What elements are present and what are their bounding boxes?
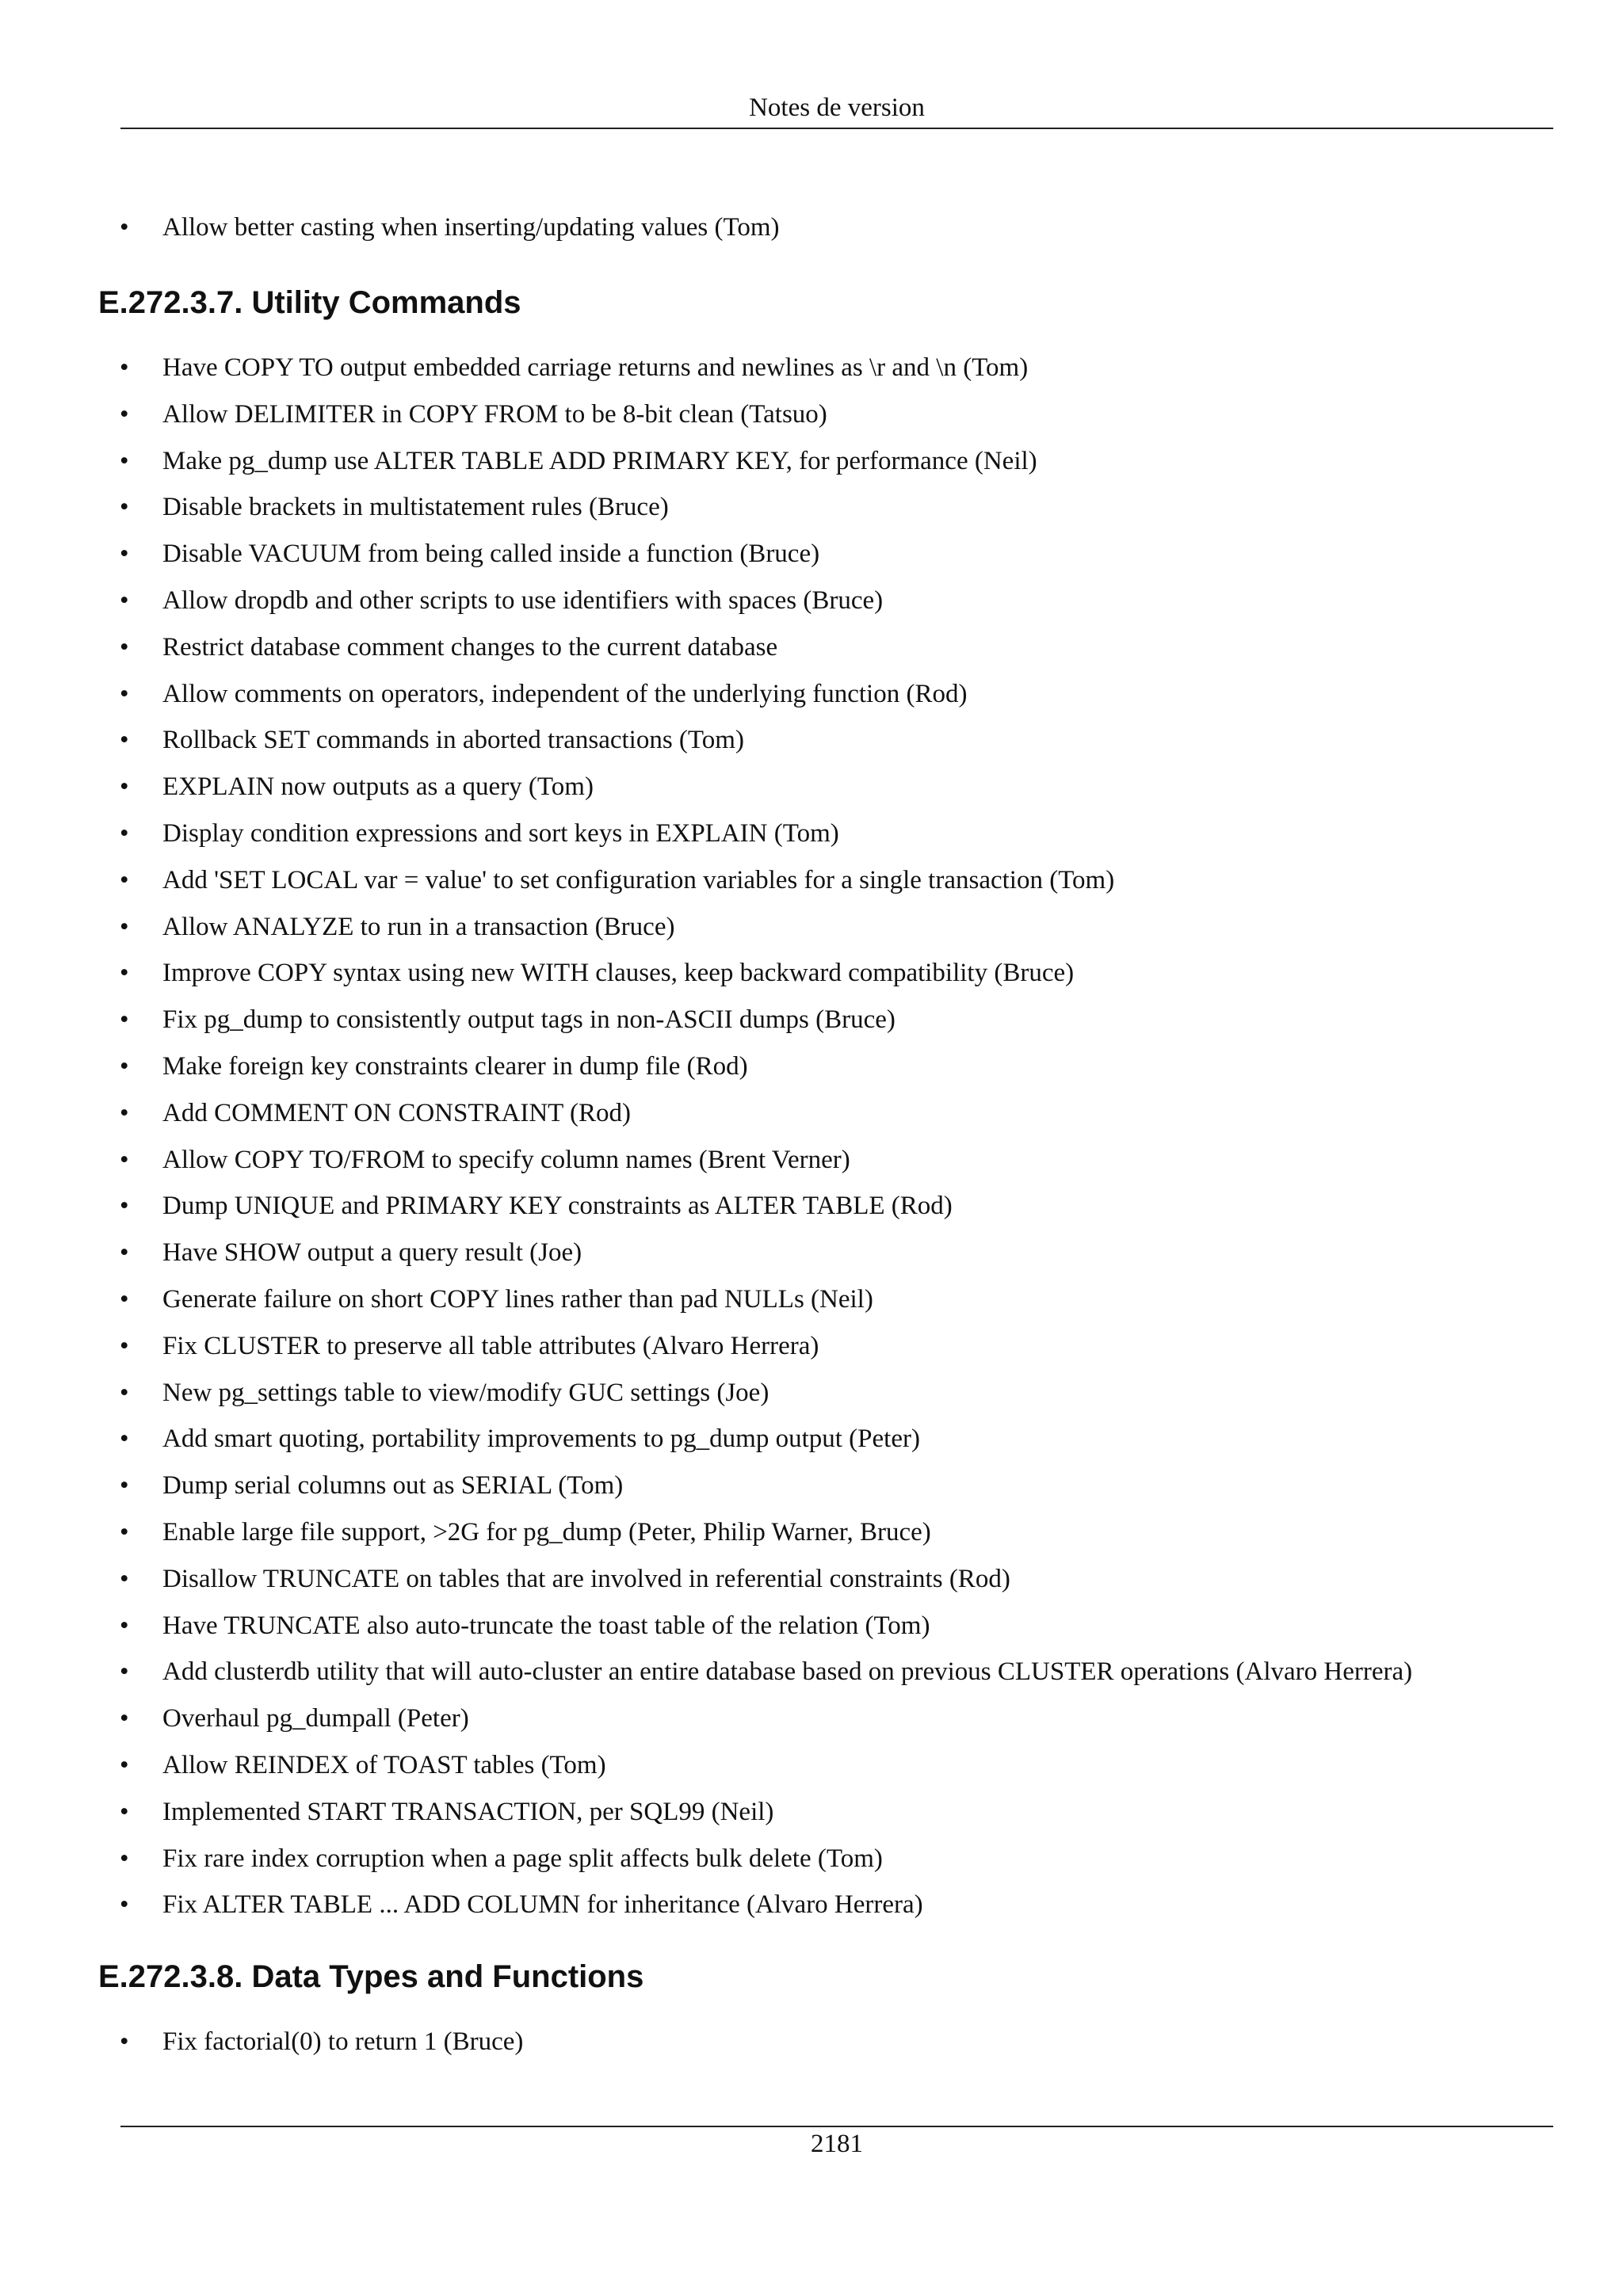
list-item	[0, 438, 1623, 485]
list-item-text: Fix pg_dump to consistently output tags in non-ASCII dumps (Bruce)	[162, 1005, 896, 1035]
list-item	[0, 1043, 1623, 1090]
list-item	[0, 204, 1623, 251]
list-item	[0, 1230, 1623, 1276]
list-item	[0, 345, 1623, 391]
bullet-icon: •	[120, 585, 129, 615]
list-item-text: Restrict database comment changes to the current database	[162, 632, 778, 662]
bullet-icon: •	[120, 1238, 129, 1268]
footer-rule	[120, 2126, 1553, 2127]
list-item-text: Allow COPY TO/FROM to specify column names (Brent Verner)	[162, 1145, 850, 1174]
list-item-text: Disable brackets in multistatement rules (Bruce)	[162, 493, 669, 522]
list-item-text: Make foreign key constraints clearer in dump file (Rod)	[162, 1051, 748, 1081]
bullet-icon: •	[120, 865, 129, 894]
bullet-icon: •	[120, 632, 129, 662]
list-item-text: New pg_settings table to view/modify GUC settings (Joe)	[162, 1378, 769, 1407]
bullet-icon: •	[120, 2027, 129, 2056]
list-item	[0, 1416, 1623, 1463]
header-rule	[120, 128, 1553, 129]
bullet-icon: •	[120, 399, 129, 429]
list-item-text: Disallow TRUNCATE on tables that are involved in referential constraints (Rod)	[162, 1564, 1010, 1593]
bullet-icon: •	[120, 1005, 129, 1035]
list-item-text: Display condition expressions and sort keys in EXPLAIN (Tom)	[162, 818, 839, 848]
list-item-text: Add smart quoting, portability improvements to pg_dump output (Peter)	[162, 1425, 920, 1454]
bullet-icon: •	[120, 1192, 129, 1221]
list-item	[0, 671, 1623, 718]
list-item	[0, 1649, 1623, 1695]
bullet-icon: •	[120, 1611, 129, 1640]
list-item	[0, 1789, 1623, 1836]
bullet-icon: •	[120, 1704, 129, 1733]
bullet-icon: •	[120, 1471, 129, 1501]
list-item	[0, 1463, 1623, 1509]
bullet-icon: •	[120, 1890, 129, 1920]
list-item-text: Add COMMENT ON CONSTRAINT (Rod)	[162, 1098, 631, 1127]
page-number: 2181	[811, 2130, 863, 2158]
list-item	[0, 904, 1623, 951]
list-item	[0, 1183, 1623, 1230]
bullet-icon: •	[120, 912, 129, 941]
bullet-icon: •	[120, 1284, 129, 1314]
bullet-icon: •	[120, 1051, 129, 1081]
bullet-icon: •	[120, 1098, 129, 1127]
list-item-text: Improve COPY syntax using new WITH clauses, keep backward compatibility (Bruce)	[162, 959, 1075, 988]
bullet-icon: •	[120, 540, 129, 569]
list-item	[0, 810, 1623, 857]
list-item	[0, 764, 1623, 810]
running-header: Notes de version	[749, 93, 925, 122]
bullet-icon: •	[120, 959, 129, 988]
list-item-text: Rollback SET commands in aborted transactions (Tom)	[162, 726, 744, 755]
list-item-text: Fix ALTER TABLE ... ADD COLUMN for inheritance (Alvaro Herrera)	[162, 1890, 923, 1920]
list-item	[0, 1603, 1623, 1650]
bullet-icon: •	[120, 818, 129, 848]
list-item-text: Allow comments on operators, independent of the underlying function (Rod)	[162, 679, 968, 708]
bullet-icon: •	[120, 679, 129, 708]
list-item	[0, 1882, 1623, 1928]
intro-list	[0, 204, 1623, 251]
bullet-icon: •	[120, 726, 129, 755]
list-item-text: Fix CLUSTER to preserve all table attributes (Alvaro Herrera)	[162, 1331, 819, 1360]
bullet-icon: •	[120, 1657, 129, 1687]
list-item-text: Add 'SET LOCAL var = value' to set configuration variables for a single transaction (Tom)	[162, 865, 1115, 894]
list-item-text: Have TRUNCATE also auto-truncate the toast table of the relation (Tom)	[162, 1611, 930, 1640]
list-item-text: Allow better casting when inserting/updating values (Tom)	[162, 213, 780, 242]
list-item-text: Allow dropdb and other scripts to use identifiers with spaces (Bruce)	[162, 585, 884, 615]
list-item	[0, 1836, 1623, 1882]
list-item	[0, 2019, 1623, 2065]
list-item	[0, 531, 1623, 578]
bullet-icon: •	[120, 1517, 129, 1547]
list-item	[0, 1323, 1623, 1370]
list-item	[0, 578, 1623, 624]
list-item-text: Allow ANALYZE to run in a transaction (Bruce)	[162, 912, 675, 941]
utility-commands-list	[0, 345, 1623, 1928]
list-item	[0, 624, 1623, 671]
list-item-text: Enable large file support, >2G for pg_dump (Peter, Philip Warner, Bruce)	[162, 1517, 931, 1547]
section-heading-data-types-and-functions: E.272.3.8. Data Types and Functions	[98, 1959, 644, 1994]
list-item-text: Dump UNIQUE and PRIMARY KEY constraints as ALTER TABLE (Rod)	[162, 1192, 953, 1221]
list-item	[0, 1742, 1623, 1789]
bullet-icon: •	[120, 353, 129, 382]
bullet-icon: •	[120, 1378, 129, 1407]
list-item	[0, 1556, 1623, 1603]
list-item-text: Generate failure on short COPY lines rather than pad NULLs (Neil)	[162, 1284, 873, 1314]
bullet-icon: •	[120, 1844, 129, 1873]
list-item	[0, 1695, 1623, 1742]
list-item	[0, 717, 1623, 764]
list-item	[0, 1509, 1623, 1556]
list-item-text: Fix rare index corruption when a page split affects bulk delete (Tom)	[162, 1844, 883, 1873]
list-item-text: Fix factorial(0) to return 1 (Bruce)	[162, 2027, 524, 2056]
bullet-icon: •	[120, 213, 129, 242]
list-item-text: Implemented START TRANSACTION, per SQL99 (Neil)	[162, 1797, 774, 1826]
list-item-text: Have COPY TO output embedded carriage returns and newlines as \r and \n (Tom)	[162, 353, 1029, 382]
bullet-icon: •	[120, 772, 129, 802]
list-item-text: Add clusterdb utility that will auto-cluster an entire database based on previous CLUSTER operations (Alvaro Herrera)	[162, 1657, 1413, 1687]
list-item-text: Make pg_dump use ALTER TABLE ADD PRIMARY KEY, for performance (Neil)	[162, 446, 1037, 475]
list-item	[0, 391, 1623, 438]
list-item	[0, 484, 1623, 531]
list-item	[0, 1370, 1623, 1417]
list-item	[0, 1090, 1623, 1137]
list-item-text: Allow DELIMITER in COPY FROM to be 8-bit clean (Tatsuo)	[162, 399, 827, 429]
section-heading-utility-commands: E.272.3.7. Utility Commands	[98, 285, 521, 320]
bullet-icon: •	[120, 493, 129, 522]
list-item	[0, 857, 1623, 904]
list-item-text: Disable VACUUM from being called inside a function (Bruce)	[162, 540, 820, 569]
list-item-text: Allow REINDEX of TOAST tables (Tom)	[162, 1750, 606, 1779]
bullet-icon: •	[120, 1564, 129, 1593]
list-item	[0, 1137, 1623, 1184]
list-item	[0, 997, 1623, 1043]
bullet-icon: •	[120, 1797, 129, 1826]
list-item-text: EXPLAIN now outputs as a query (Tom)	[162, 772, 594, 802]
bullet-icon: •	[120, 1750, 129, 1779]
data-types-and-functions-list	[0, 2019, 1623, 2065]
bullet-icon: •	[120, 1331, 129, 1360]
bullet-icon: •	[120, 1145, 129, 1174]
list-item	[0, 950, 1623, 997]
list-item	[0, 1276, 1623, 1323]
bullet-icon: •	[120, 1425, 129, 1454]
bullet-icon: •	[120, 446, 129, 475]
list-item-text: Have SHOW output a query result (Joe)	[162, 1238, 582, 1268]
list-item-text: Overhaul pg_dumpall (Peter)	[162, 1704, 469, 1733]
list-item-text: Dump serial columns out as SERIAL (Tom)	[162, 1471, 624, 1501]
